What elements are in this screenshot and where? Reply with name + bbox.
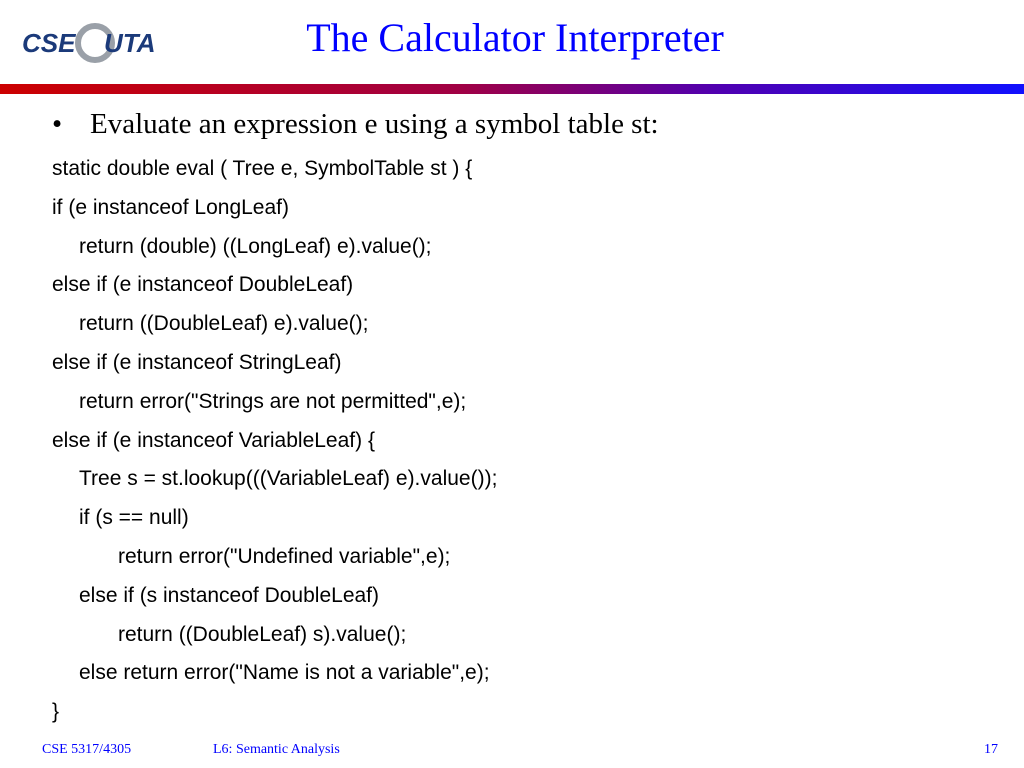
- footer-lecture: L6: Semantic Analysis: [213, 742, 340, 757]
- logo-text-uta: UTA: [104, 28, 156, 58]
- bullet-marker: •: [52, 108, 63, 140]
- logo-text-cse: CSE: [22, 28, 76, 58]
- code-line: return ((DoubleLeaf) e).value();: [79, 312, 369, 336]
- bullet-text: Evaluate an expression e using a symbol table st:: [90, 108, 659, 140]
- code-line: else if (e instanceof StringLeaf): [52, 350, 342, 374]
- code-line: else if (e instanceof DoubleLeaf): [52, 273, 354, 297]
- code-line: return error("Undefined variable",e);: [118, 544, 451, 568]
- footer-course: CSE 5317/4305: [42, 742, 132, 757]
- code-block: [52, 150, 497, 732]
- footer-page-number: 17: [984, 742, 998, 757]
- code-line: return (double) ((LongLeaf) e).value();: [79, 234, 432, 258]
- code-line: static double eval ( Tree e, SymbolTable st ) {: [52, 157, 473, 180]
- code-line: else if (e instanceof VariableLeaf) {: [52, 428, 375, 452]
- code-line: else return error("Name is not a variable",e);: [79, 661, 490, 685]
- code-line: }: [52, 700, 60, 724]
- code-line: if (e instanceof LongLeaf): [52, 195, 289, 219]
- code-line: return error("Strings are not permitted",e);: [79, 389, 467, 413]
- slide-title: The Calculator Interpreter: [306, 15, 724, 60]
- code-line: else if (s instanceof DoubleLeaf): [79, 583, 379, 607]
- bullet-point: [52, 106, 659, 142]
- code-line: return ((DoubleLeaf) s).value();: [118, 622, 407, 646]
- code-line: if (s == null): [79, 506, 189, 530]
- code-line: Tree s = st.lookup(((VariableLeaf) e).value());: [79, 467, 498, 491]
- header-divider: [0, 84, 1024, 94]
